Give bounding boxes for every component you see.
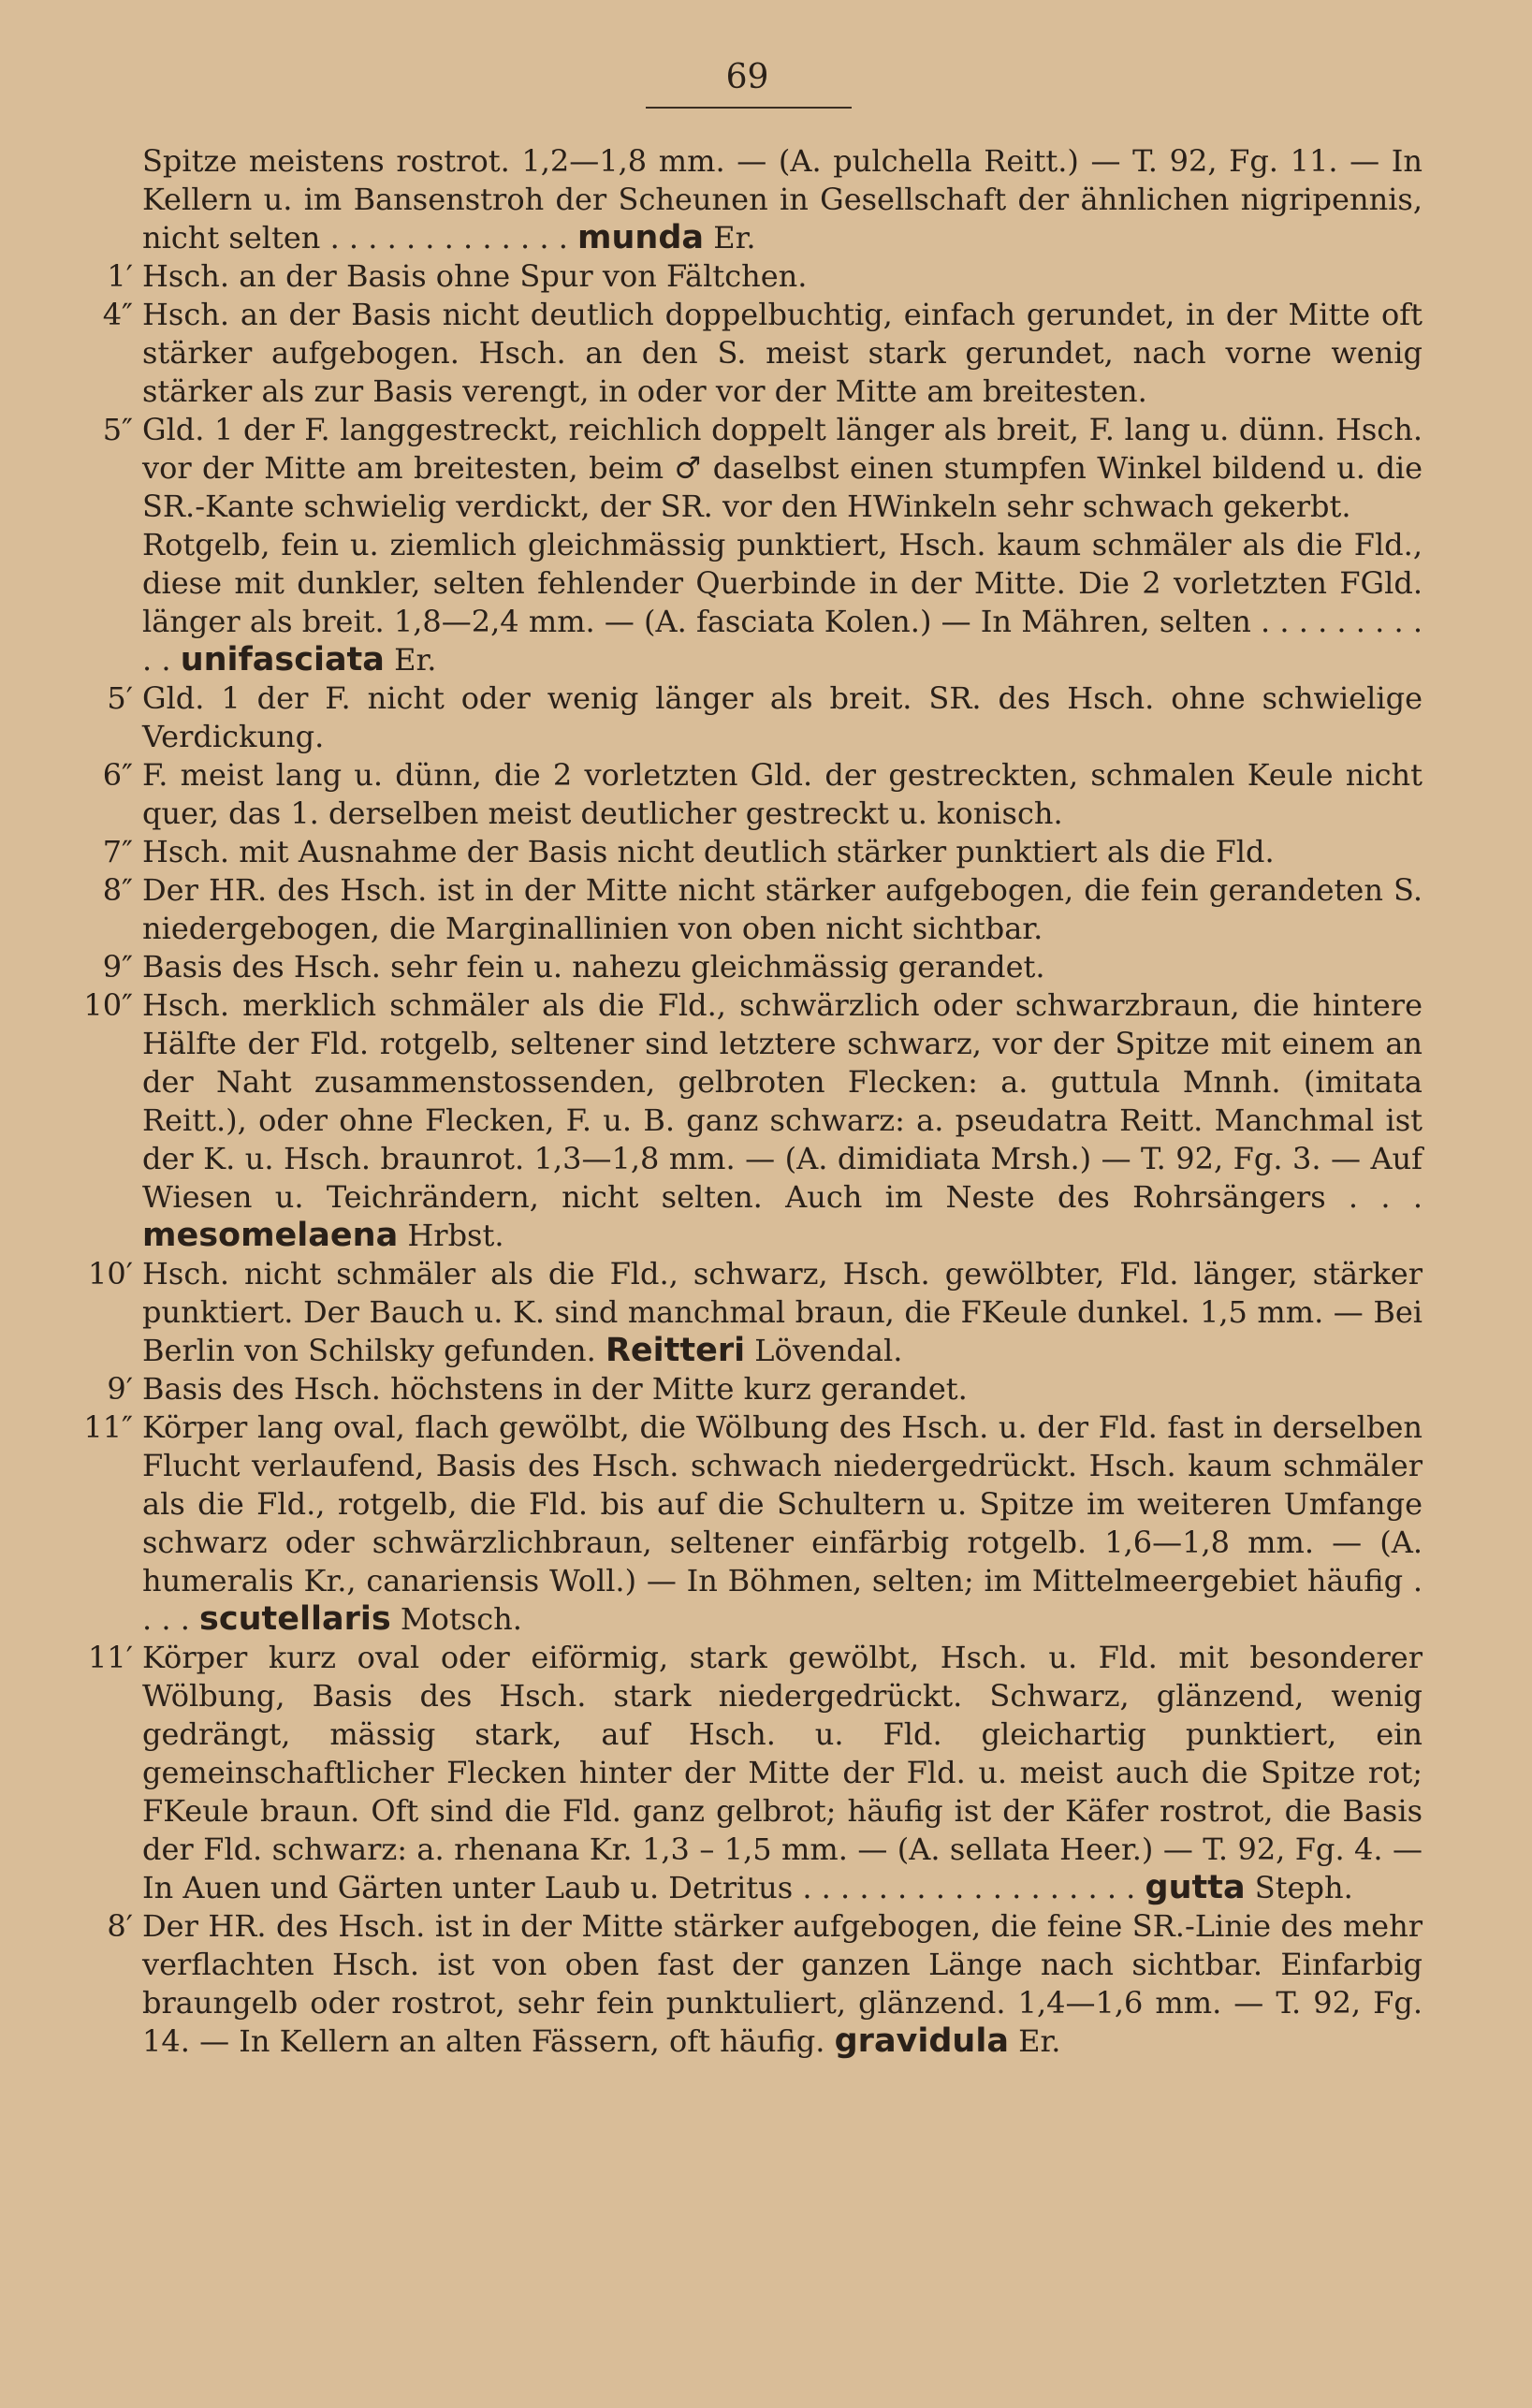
species-name: mesomelaena	[142, 1217, 399, 1254]
couplet-number: 5″	[102, 412, 133, 447]
key-entry	[56, 1255, 1423, 1370]
key-entry	[56, 679, 1423, 756]
species-name: scutellaris	[199, 1600, 391, 1638]
page-number: 69	[725, 58, 769, 96]
entry-text: Hsch. an der Basis nicht deutlich doppelbuchtig, einfach gerundet, in der Mitte oft stärker aufgebogen. Hsch. an den S. meist stark gerundet, nach vorne wenig stärker als zur Basis verengt, in oder vor der Mitte am breitesten.	[142, 297, 1423, 409]
key-entry	[56, 756, 1423, 833]
couplet-number: 9′	[107, 1371, 133, 1407]
species-author: Er.	[394, 642, 437, 678]
key-entry	[56, 411, 1423, 526]
species-name: gutta	[1145, 1869, 1246, 1906]
couplet-number: 10″	[83, 987, 133, 1023]
key-entry	[56, 871, 1423, 948]
header-rule	[646, 107, 852, 109]
entry-text: Hsch. an der Basis ohne Spur von Fältchen.	[142, 258, 808, 294]
entry-text: Hsch. merklich schmäler als die Fld., schwärzlich oder schwarzbraun, die hintere Hälfte der Fld. rotgelb, seltener sind letztere schwarz, vor der Spitze mit einem an der Naht zusammenstossenden, gelbroten Flecken: a. guttula Mnnh. (imitata Reitt.), oder ohne Flecken, F. u. B. ganz schwarz: a. pseudatra Reitt. Manchmal ist der K. u. Hsch. braunrot. 1,3—1,8 mm. — (A. dimidiata Mrsh.) — T. 92, Fg. 3. — Auf Wiesen u. Teichrändern, nicht selten. Auch im Neste des Rohrsängers . . .	[142, 987, 1423, 1215]
couplet-number: 9″	[102, 949, 133, 985]
entry-text: Basis des Hsch. höchstens in der Mitte kurz gerandet.	[142, 1371, 968, 1407]
key-entry	[56, 986, 1423, 1255]
entry-text: F. meist lang u. dünn, die 2 vorletzten Gld. der gestreckten, schmalen Keule nicht quer, das 1. derselben meist deutlicher gestreckt u. konisch.	[142, 757, 1423, 831]
species-author: Hrbst.	[407, 1218, 504, 1253]
key-entry	[56, 257, 1423, 296]
species-name: Reitteri	[605, 1332, 746, 1369]
key-entry	[56, 1639, 1423, 1907]
couplet-number: 10′	[88, 1256, 133, 1292]
species-author: Steph.	[1254, 1870, 1353, 1905]
entry-text: Basis des Hsch. sehr fein u. nahezu gleichmässig gerandet.	[142, 949, 1045, 985]
couplet-number: 8′	[107, 1908, 133, 1944]
entry-text: Der HR. des Hsch. ist in der Mitte stärker aufgebogen, die feine SR.-Linie des mehr verflachten Hsch. ist von oben fast der ganzen Länge nach sichtbar. Einfarbig braungelb oder rostrot, sehr fein punktuliert, glänzend. 1,4—1,6 mm. — T. 92, Fg. 14. — In Kellern an alten Fässern, oft häufig.	[142, 1908, 1423, 2059]
key-entry	[56, 526, 1423, 679]
species-author: Lövendal.	[754, 1333, 903, 1368]
key-entry	[56, 1907, 1423, 2061]
key-entry	[56, 142, 1423, 257]
couplet-number: 8″	[102, 872, 133, 908]
species-author: Motsch.	[400, 1601, 522, 1637]
couplet-number: 1′	[107, 258, 133, 294]
couplet-number: 5′	[107, 680, 133, 716]
species-name: munda	[577, 219, 705, 256]
entry-text: Rotgelb, fein u. ziemlich gleichmässig punktiert, Hsch. kaum schmäler als die Fld., diese mit dunkler, selten fehlender Querbinde in der Mitte. Die 2 vorletzten FGld. länger als breit. 1,8—2,4 mm. — (A. fasciata Kolen.) — In Mähren, selten . . . . . . . . . . .	[142, 527, 1423, 678]
entry-text: Hsch. mit Ausnahme der Basis nicht deutlich stärker punktiert als die Fld.	[142, 834, 1275, 869]
entry-text: Spitze meistens rostrot. 1,2—1,8 mm. — (A. pulchella Reitt.) — T. 92, Fg. 11. — In Kellern u. im Bansenstroh der Scheunen in Gesellschaft der ähnlichen nigripennis, nicht selten . . . . . . . . . . . . .	[142, 143, 1423, 255]
couplet-number: 7″	[102, 834, 133, 869]
species-name: gravidula	[834, 2022, 1009, 2060]
key-entry	[56, 1370, 1423, 1408]
entry-text: Körper kurz oval oder eiförmig, stark gewölbt, Hsch. u. Fld. mit besonderer Wölbung, Basis des Hsch. stark niedergedrückt. Schwarz, glänzend, wenig gedrängt, mässig stark, auf Hsch. u. Fld. gleichartig punktiert, ein gemeinschaftlicher Flecken hinter der Mitte der Fld. u. meist auch die Spitze rot; FKeule braun. Oft sind die Fld. ganz gelbrot; häufig ist der Käfer rostrot, die Basis der Fld. schwarz: a. rhenana Kr. 1,3 – 1,5 mm. — (A. sellata Heer.) — T. 92, Fg. 4. — In Auen und Gärten unter Laub u. Detritus . . . . . . . . . . . . . . . . . .	[142, 1640, 1423, 1905]
species-author: Er.	[713, 220, 756, 255]
couplet-number: 4″	[102, 297, 133, 332]
couplet-number: 11′	[88, 1640, 133, 1675]
entry-text: Hsch. nicht schmäler als die Fld., schwarz, Hsch. gewölbter, Fld. länger, stärker punktiert. Der Bauch u. K. sind manchmal braun, die FKeule dunkel. 1,5 mm. — Bei Berlin von Schilsky gefunden.	[142, 1256, 1423, 1368]
entry-text: Gld. 1 der F. langgestreckt, reichlich doppelt länger als breit, F. lang u. dünn. Hsch. vor der Mitte am breitesten, beim ♂ daselbst einen stumpfen Winkel bildend u. die SR.-Kante schwielig verdickt, der SR. vor den HWinkeln sehr schwach gekerbt.	[142, 412, 1423, 524]
couplet-number: 11″	[83, 1409, 133, 1445]
species-author: Er.	[1018, 2023, 1061, 2059]
key-entry	[56, 948, 1423, 986]
key-text	[56, 142, 1423, 2061]
entry-text: Gld. 1 der F. nicht oder wenig länger als breit. SR. des Hsch. ohne schwielige Verdickung.	[142, 680, 1423, 754]
key-entry	[56, 833, 1423, 871]
key-entry	[56, 296, 1423, 411]
couplet-number: 6″	[102, 757, 133, 793]
entry-text: Körper lang oval, flach gewölbt, die Wölbung des Hsch. u. der Fld. fast in derselben Flucht verlaufend, Basis des Hsch. schwach niedergedrückt. Hsch. kaum schmäler als die Fld., rotgelb, die Fld. bis auf die Schultern u. Spitze im weiteren Umfange schwarz oder schwärzlichbraun, seltener einfärbig rotgelb. 1,6—1,8 mm. — (A. humeralis Kr., canariensis Woll.) — In Böhmen, selten; im Mittelmeergebiet häufig . . . .	[142, 1409, 1423, 1637]
key-entry	[56, 1408, 1423, 1639]
species-name: unifasciata	[180, 641, 385, 679]
entry-text: Der HR. des Hsch. ist in der Mitte nicht stärker aufgebogen, die fein gerandeten S. niedergebogen, die Marginallinien von oben nicht sichtbar.	[142, 872, 1423, 946]
